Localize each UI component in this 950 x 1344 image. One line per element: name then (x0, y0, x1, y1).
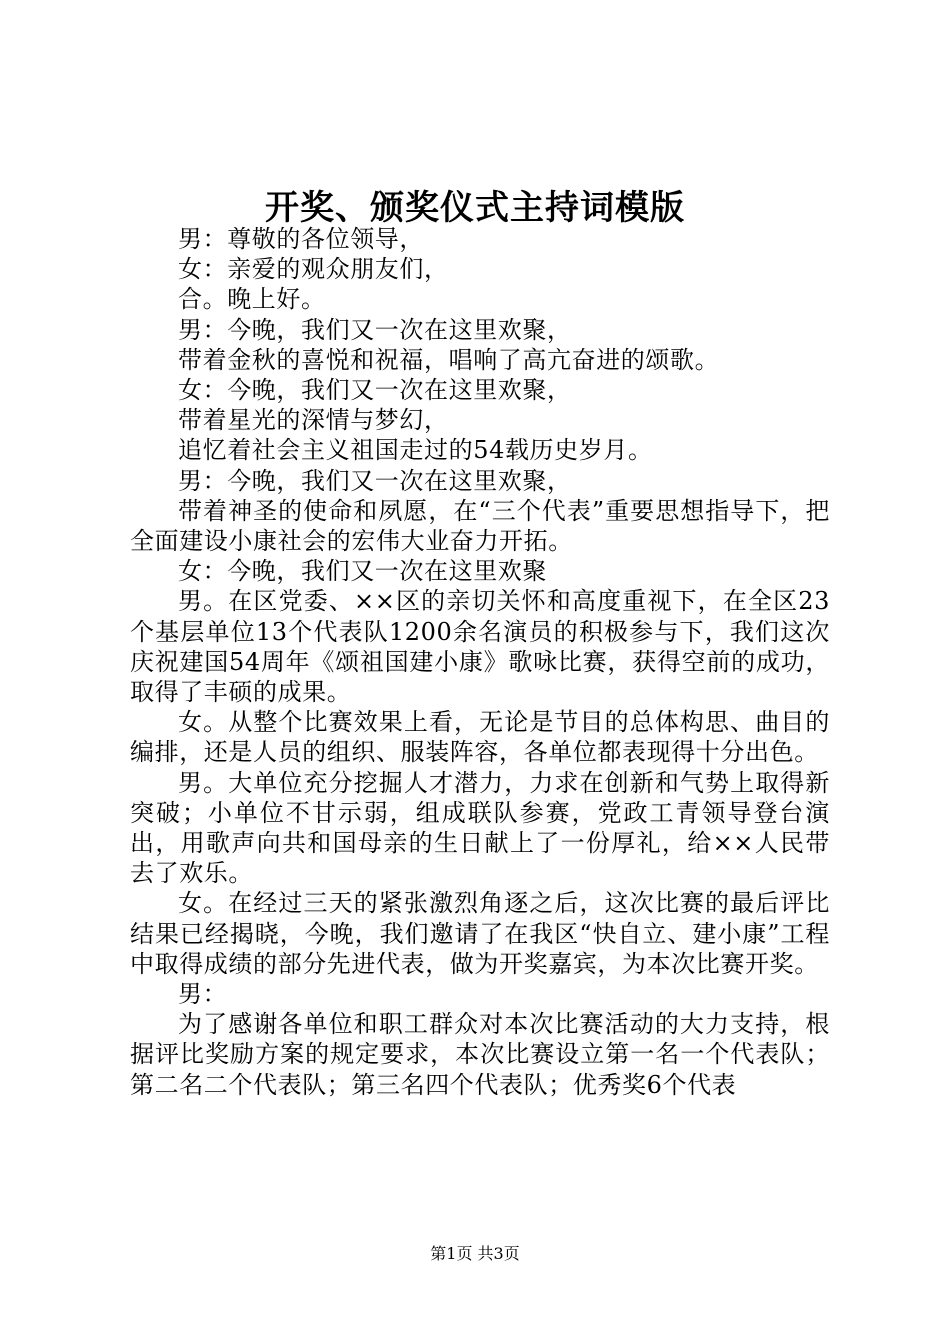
document-body (130, 224, 830, 1100)
paragraph: 男。在区党委、××区的亲切关怀和高度重视下，在全区23个基层单位13个代表队1200余名演员的积极参与下，我们这次庆祝建国54周年《颂祖国建小康》歌咏比赛，获得空前的成功，取得了丰硕的成果。 (130, 587, 830, 707)
paragraph: 带着金秋的喜悦和祝福，唱响了高亢奋进的颂歌。 (178, 345, 720, 374)
paragraph: 男： (178, 980, 228, 1009)
paragraph: 带着星光的深情与梦幻， (178, 406, 449, 435)
paragraph: 女。在经过三天的紧张激烈角逐之后，这次比赛的最后评比结果已经揭晓，今晚，我们邀请了在我区“快自立、建小康”工程中取得成绩的部分先进代表，做为开奖嘉宾，为本次比赛开奖。 (130, 889, 830, 978)
document-title: 开奖、颁奖仪式主持词模版 (265, 188, 685, 228)
paragraph: 女：今晚，我们又一次在这里欢聚， (178, 376, 572, 405)
paragraph: 女：今晚，我们又一次在这里欢聚 (178, 557, 547, 586)
paragraph: 为了感谢各单位和职工群众对本次比赛活动的大力支持，根据评比奖励方案的规定要求，本次比赛设立第一名一个代表队；第二名二个代表队；第三名四个代表队；优秀奖6个代表 (130, 1010, 830, 1099)
paragraph: 合。晚上好。 (178, 285, 326, 314)
paragraph: 追忆着社会主义祖国走过的54载历史岁月。 (178, 436, 653, 465)
paragraph: 男：今晚，我们又一次在这里欢聚， (178, 466, 572, 495)
paragraph: 男。大单位充分挖掘人才潜力，力求在创新和气势上取得新突破；小单位不甘示弱，组成联队参赛，党政工青领导登台演出，用歌声向共和国母亲的生日献上了一份厚礼，给××人民带去了欢乐。 (130, 768, 830, 888)
paragraph: 女：亲爱的观众朋友们， (178, 255, 449, 284)
page-number-footer: 第1页 共3页 (430, 1244, 520, 1263)
paragraph: 带着神圣的使命和夙愿，在“三个代表”重要思想指导下，把全面建设小康社会的宏伟大业奋力开拓。 (130, 496, 830, 556)
paragraph: 女。从整个比赛效果上看，无论是节目的总体构思、曲目的编排，还是人员的组织、服装阵容，各单位都表现得十分出色。 (130, 708, 830, 767)
paragraph: 男：今晚，我们又一次在这里欢聚， (178, 315, 572, 344)
paragraph: 男：尊敬的各位领导， (178, 225, 424, 253)
